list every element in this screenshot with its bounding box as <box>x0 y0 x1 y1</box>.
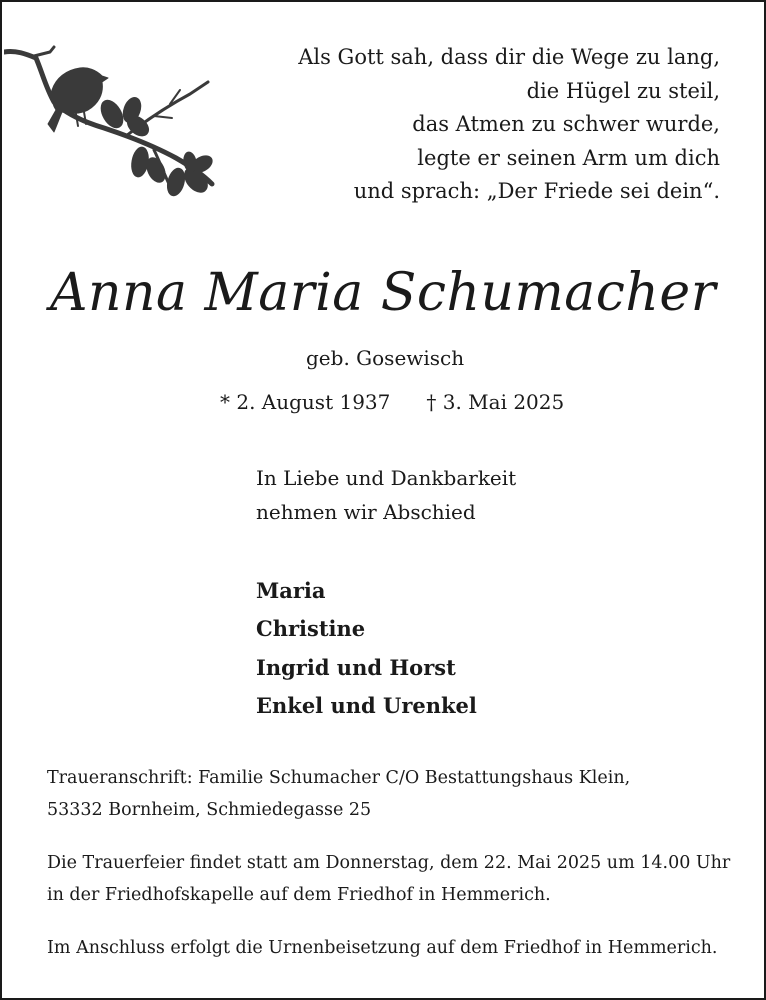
life-dates <box>220 388 564 416</box>
urn-burial-info <box>47 932 718 964</box>
poem-line: Als Gott sah, dass dir die Wege zu lang, <box>298 45 720 69</box>
poem-verse <box>298 41 720 209</box>
deceased-name: Anna Maria Schumacher <box>49 263 717 323</box>
tribute-line: nehmen wir Abschied <box>256 499 476 524</box>
mourning-address <box>47 762 630 826</box>
birth-date: * 2. August 1937 <box>220 390 391 414</box>
mourner-name: Maria <box>256 578 326 603</box>
bird-on-branch-icon <box>4 42 219 207</box>
poem-line: das Atmen zu schwer wurde, <box>412 112 720 137</box>
death-date: † 3. Mai 2025 <box>426 390 565 414</box>
burial-line: Im Anschluss erfolgt die Urnenbeisetzung auf dem Friedhof in Hemmerich. <box>47 938 718 958</box>
mourners-list <box>256 572 477 726</box>
poem-line: die Hügel zu steil, <box>526 78 720 103</box>
mourner-name: Ingrid und Horst <box>256 654 456 680</box>
tribute-line: In Liebe und Dankbarkeit <box>256 466 517 490</box>
mourner-name: Christine <box>256 616 366 642</box>
funeral-service-info <box>47 847 730 911</box>
poem-line: legte er seinen Arm um dich <box>417 145 720 170</box>
mourner-name: Enkel und Urenkel <box>256 693 477 719</box>
address-line: Traueranschrift: Familie Schumacher C/O Bestattungshaus Klein, <box>47 768 631 788</box>
tribute-text <box>256 462 516 529</box>
poem-line: und sprach: „Der Friede sei dein“. <box>353 179 720 204</box>
address-line: 53332 Bornheim, Schmiedegasse 25 <box>47 800 372 820</box>
ceremony-line: Die Trauerfeier findet statt am Donnerstag, dem 22. Mai 2025 um 14.00 Uhr <box>47 853 731 873</box>
maiden-name: geb. Gosewisch <box>306 346 465 370</box>
ceremony-line: in der Friedhofskapelle auf dem Friedhof in Hemmerich. <box>47 885 551 905</box>
